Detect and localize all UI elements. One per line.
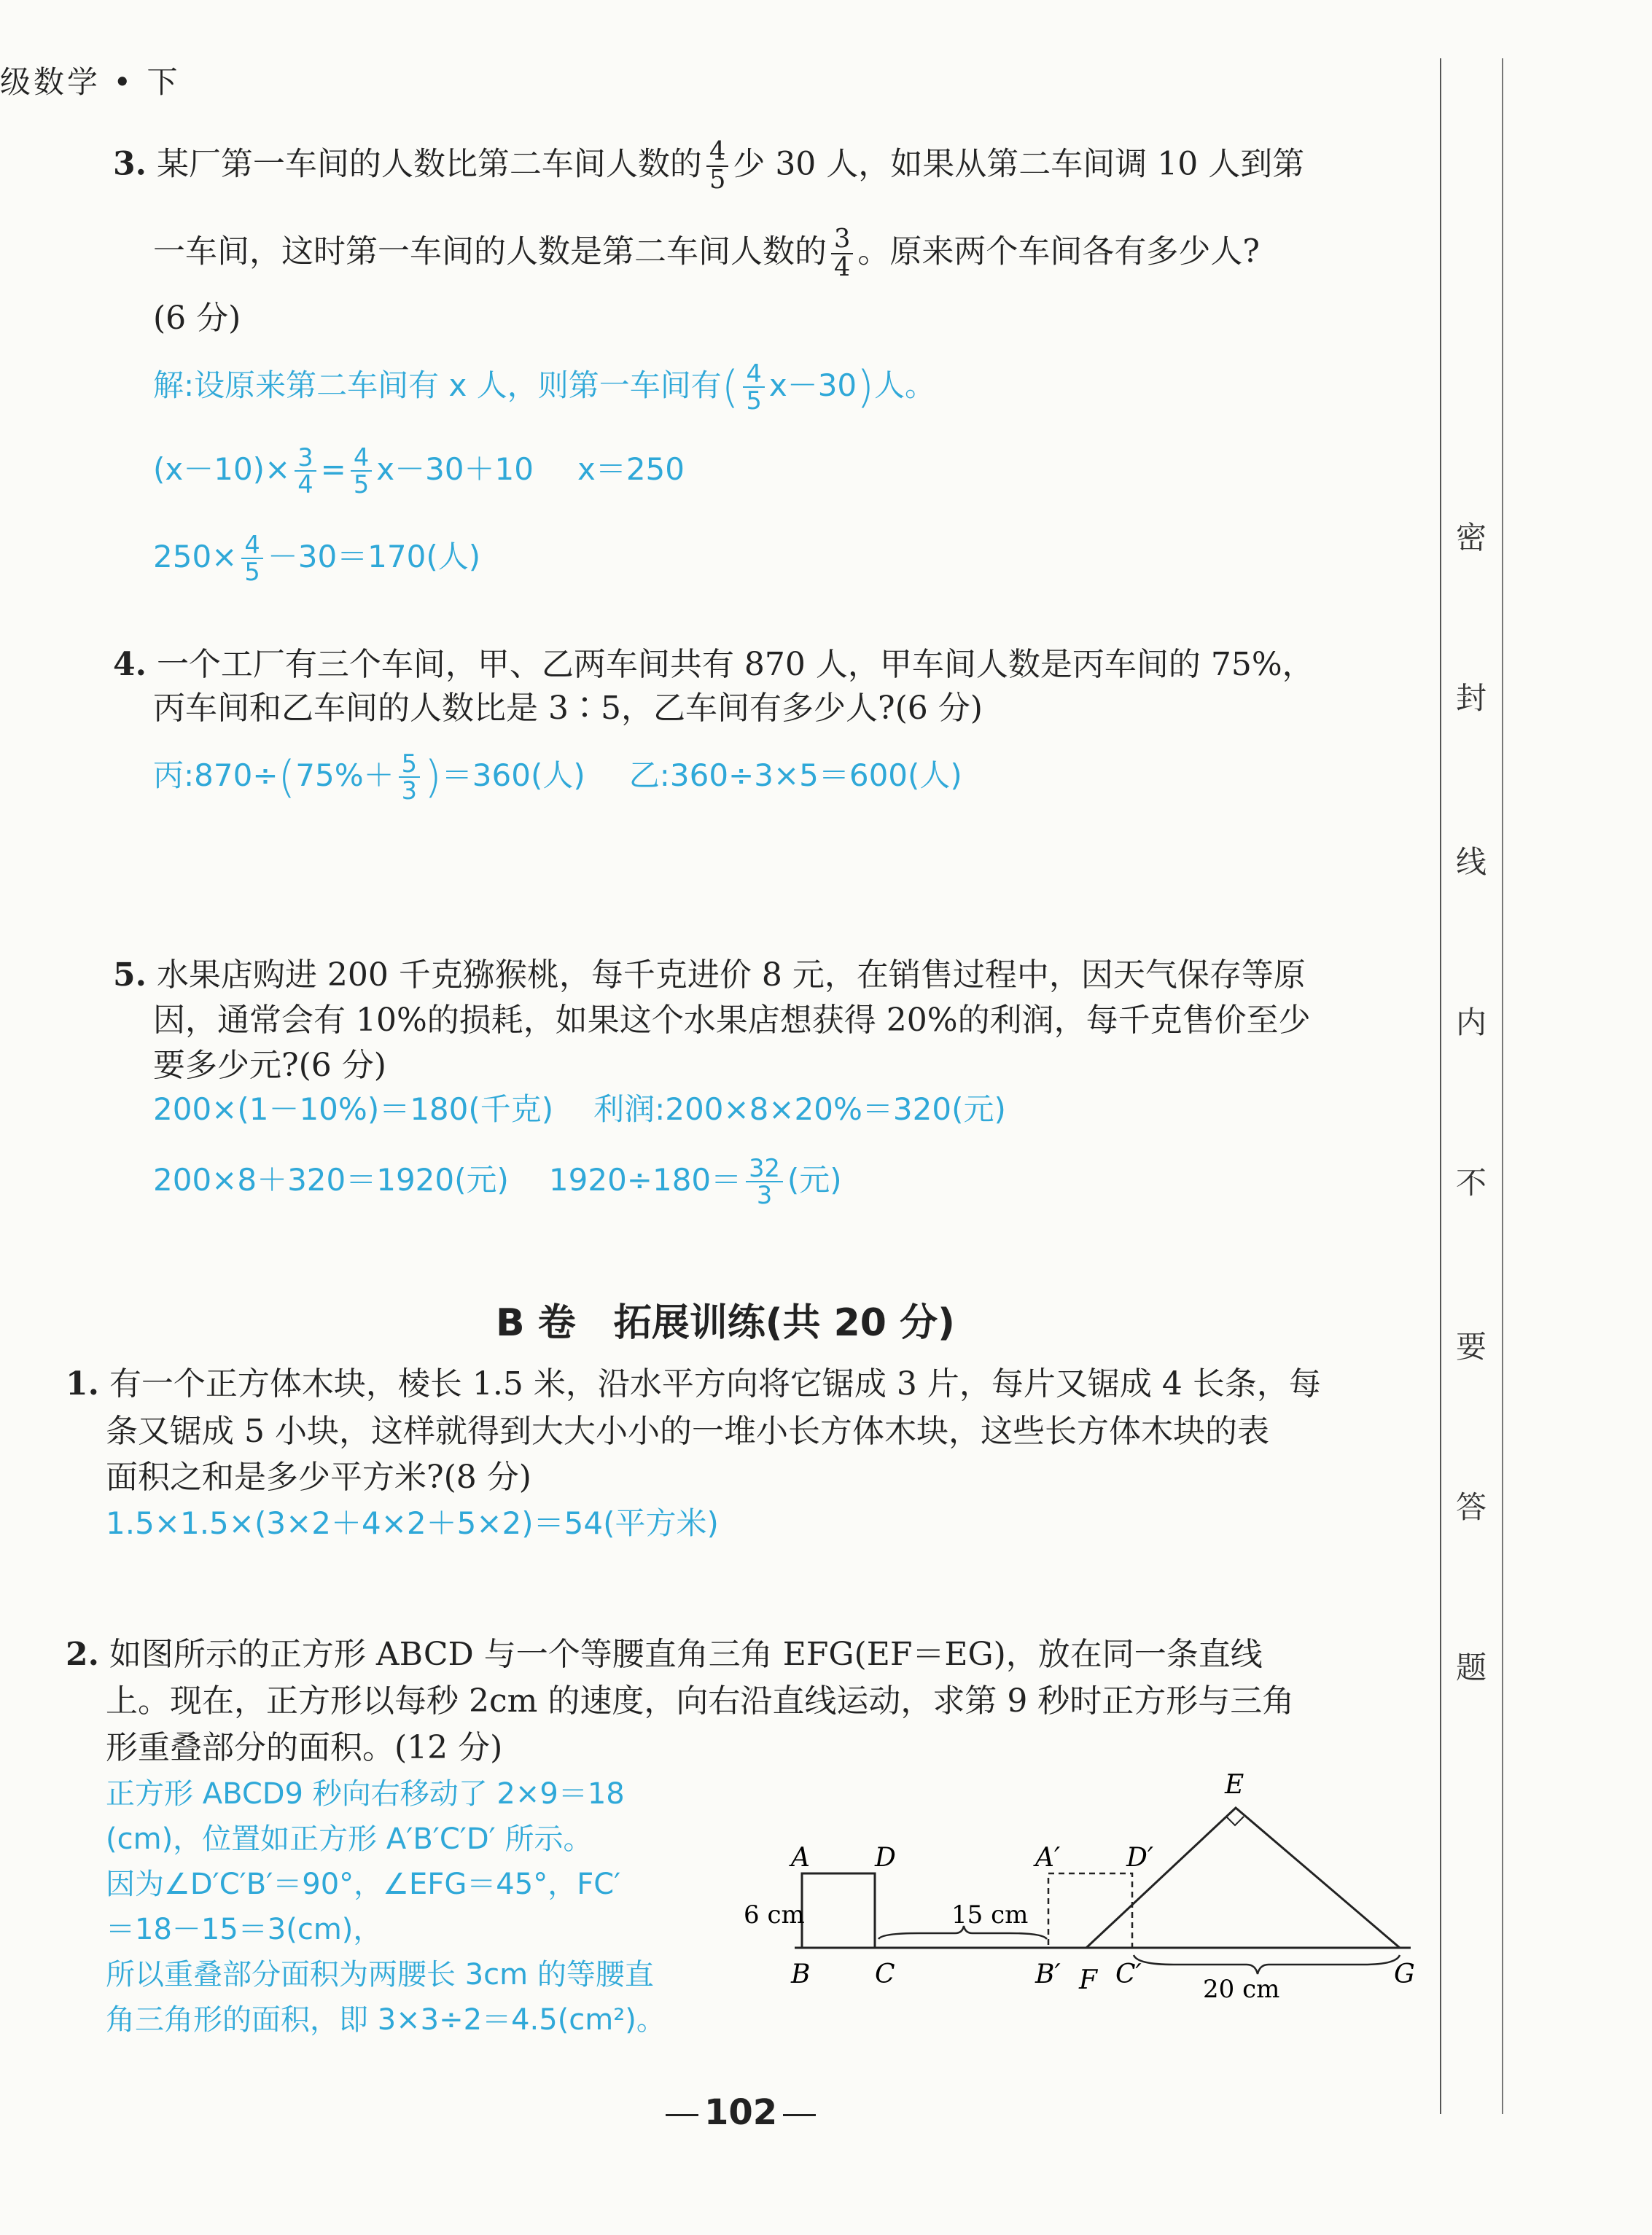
label-e: E [1225, 1770, 1244, 1800]
fraction: $\frac{4}{5}$ [241, 532, 262, 585]
answer-text: x－30 [768, 367, 857, 403]
fraction: $\frac{3}{4}$ [831, 226, 853, 281]
q3-line2 [153, 226, 1260, 281]
seal-char: 答 [1455, 1489, 1487, 1525]
label-gap: 15 cm [951, 1900, 1029, 1930]
answer-text: 利润:200×8×20%＝320(元) [593, 1091, 1006, 1127]
fraction: $\frac{5}{3}$ [399, 751, 420, 804]
q3-answer-line2 [153, 445, 685, 498]
fraction: $\frac{4}{5}$ [351, 445, 372, 498]
question-number: 3. [113, 145, 147, 183]
q5-answer-line1 [153, 1088, 1006, 1131]
answer-line: 所以重叠部分面积为两腰长 3cm 的等腰直 [106, 1958, 654, 1992]
page-number [660, 2092, 822, 2133]
answer-line: 正方形 ABCD9 秒向右移动了 2×9＝18 [106, 1777, 625, 1811]
seal-char: 题 [1455, 1650, 1487, 1685]
right-angle-mark [1226, 1817, 1244, 1825]
label-c-prime: C′ [1115, 1959, 1142, 1989]
q3-score: (6 分) [153, 300, 241, 337]
seal-char: 内 [1455, 1005, 1487, 1040]
q3-answer-line3 [153, 532, 480, 585]
answer-text: = [320, 450, 346, 487]
answer-line: 因为∠D′C′B′＝90°，∠EFG＝45°，FC′ [106, 1868, 621, 1901]
q5-answer-line2 [153, 1155, 842, 1209]
q3-text: 某厂第一车间的人数比第二车间人数的 [156, 145, 702, 183]
q3-answer-line1: 解:设原来第二车间有 x 人，则第一车间有( $\frac{4}{5}$ x－30)人。 [153, 359, 935, 416]
answer-text: 乙:360÷3×5＝600(人) [628, 757, 962, 793]
q3-text: 少 30 人，如果从第二车间调 10 人到第 [733, 145, 1305, 183]
q4-answer: 丙:870÷(75%＋ $\frac{5}{3}$ )＝360(人) 乙:360÷3×5＝600(人) [153, 749, 962, 806]
label-b-prime: B′ [1035, 1959, 1061, 1989]
b2-line1 [66, 1631, 1263, 1678]
q3-line1 [113, 136, 1305, 195]
b2-line3: 形重叠部分的面积。(12 分) [106, 1729, 503, 1766]
binding-line [1440, 58, 1441, 2114]
b2-line2: 上。现在，正方形以每秒 2cm 的速度，向右沿直线运动，求第 9 秒时正方形与三角 [106, 1682, 1295, 1720]
answer-text: (x－10)× [153, 450, 291, 487]
triangle-efg [1086, 1808, 1400, 1948]
answer-text: 75%＋ [295, 757, 394, 793]
q5-text: 水果店购进 200 千克猕猴桃，每千克进价 8 元，在销售过程中，因天气保存等原 [156, 956, 1306, 994]
b1-line2: 条又锯成 5 小块，这样就得到大大小小的一堆小长方体木块，这些长方体木块的表 [106, 1413, 1269, 1450]
page-number-text: 102 [704, 2092, 778, 2133]
binding-line-outer [1502, 58, 1503, 2114]
seal-char: 要 [1455, 1329, 1487, 1365]
seal-char: 线 [1455, 844, 1487, 880]
label-d-prime: D′ [1126, 1843, 1154, 1873]
square-abcd [802, 1873, 875, 1948]
q3-text: 。原来两个车间各有多少人? [857, 233, 1260, 270]
answer-text: x＝250 [577, 450, 685, 487]
square-moved [1048, 1873, 1132, 1948]
answer-text: 解:设原来第二车间有 x 人，则第一车间有 [153, 367, 722, 403]
fraction: $\frac{4}{5}$ [743, 361, 764, 414]
answer-text: 1920÷180＝ [548, 1161, 742, 1198]
answer-text: 200×(1－10%)＝180(千克) [153, 1091, 554, 1127]
q5-line3: 要多少元?(6 分) [153, 1047, 386, 1084]
seal-char: 封 [1455, 680, 1487, 716]
answer-line: 角三角形的面积，即 3×3÷2＝4.5(cm²)。 [106, 2003, 666, 2037]
question-number: 4. [113, 646, 147, 683]
label-b: B [791, 1959, 811, 1989]
fraction: $\frac{32}{3}$ [746, 1155, 783, 1209]
question-number: 2. [66, 1636, 99, 1673]
answer-text: 250× [153, 538, 238, 574]
answer-text: (元) [787, 1161, 842, 1198]
seal-char: 不 [1455, 1165, 1487, 1201]
answer-line: ＝18－15＝3(cm)， [106, 1913, 383, 1946]
seal-char: 密 [1455, 520, 1487, 555]
q5-line1 [113, 952, 1306, 999]
question-number: 5. [113, 956, 147, 994]
label-a-prime: A′ [1035, 1843, 1061, 1873]
b1-answer: 1.5×1.5×(3×2＋4×2＋5×2)＝54(平方米) [106, 1505, 719, 1541]
label-f: F [1079, 1965, 1097, 1995]
answer-text: ＝360(人) [441, 757, 585, 793]
b1-text: 有一个正方体木块，棱长 1.5 米，沿水平方向将它锯成 3 片，每片又锯成 4 长条，每 [109, 1365, 1321, 1403]
answer-text: 丙:870÷ [153, 757, 278, 793]
label-g: G [1394, 1959, 1415, 1989]
label-d: D [875, 1843, 896, 1873]
b1-line1 [66, 1361, 1321, 1408]
b2-answer [106, 1771, 666, 2043]
page-header: 级数学 • 下 [0, 64, 181, 100]
q4-line2: 丙车间和乙车间的人数比是 3∶5，乙车间有多少人?(6 分) [153, 690, 983, 727]
label-c: C [875, 1959, 895, 1989]
label-side: 6 cm [744, 1900, 805, 1930]
fraction: $\frac{3}{4}$ [295, 445, 316, 498]
label-base: 20 cm [1203, 1975, 1280, 2004]
brace-20cm [1134, 1955, 1400, 1974]
b2-text: 如图所示的正方形 ABCD 与一个等腰直角三角 EFG(EF＝EG)，放在同一条直线 [109, 1636, 1263, 1673]
answer-line: (cm)，位置如正方形 A′B′C′D′ 所示。 [106, 1822, 593, 1856]
fraction: $\frac{4}{5}$ [706, 139, 728, 194]
b1-line3: 面积之和是多少平方米?(8 分) [106, 1459, 531, 1496]
q5-line2: 因，通常会有 10%的损耗，如果这个水果店想获得 20%的利润，每千克售价至少 [153, 1002, 1311, 1039]
section-title: B 卷 拓展训练(共 20 分) [496, 1301, 955, 1345]
answer-text: 人。 [873, 367, 935, 403]
q3-text: 一车间，这时第一车间的人数是第二车间人数的 [153, 233, 827, 270]
answer-text: x－30＋10 [376, 450, 534, 487]
question-number: 1. [66, 1365, 99, 1403]
answer-text: －30＝170(人) [267, 538, 481, 574]
geometry-figure [736, 1764, 1436, 2005]
answer-text: 200×8＋320＝1920(元) [153, 1161, 509, 1198]
q4-line1 [113, 641, 1314, 688]
q4-text: 一个工厂有三个车间，甲、乙两车间共有 870 人，甲车间人数是丙车间的 75%， [156, 646, 1314, 683]
label-a: A [791, 1843, 810, 1873]
